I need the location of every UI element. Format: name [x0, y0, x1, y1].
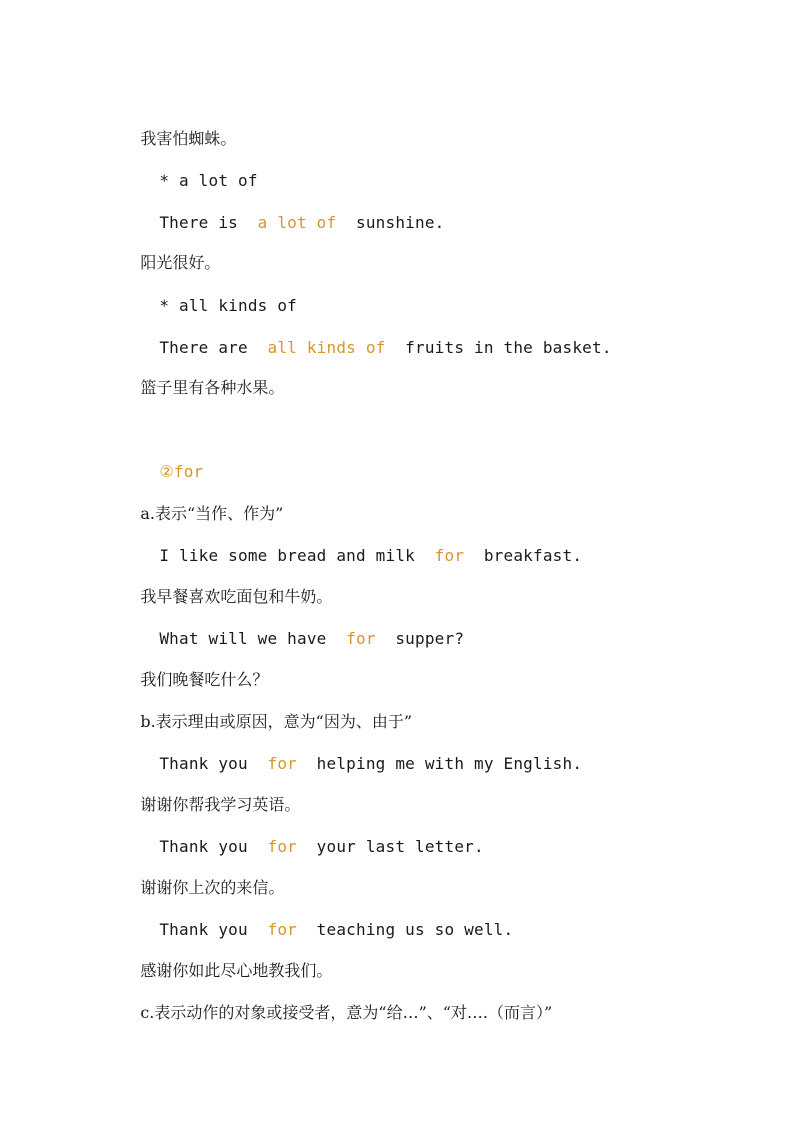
text-segment: 我早餐喜欢吃面包和牛奶。 — [140, 587, 333, 606]
text-segment: 我害怕蜘蛛。 — [140, 129, 237, 148]
highlighted-phrase: for — [267, 920, 298, 939]
text-segment: your last letter. — [297, 837, 484, 856]
text-segment: Thank you — [159, 837, 268, 856]
text-segment: 篮子里有各种水果。 — [140, 378, 285, 397]
text-segment: 谢谢你帮我学习英语。 — [140, 795, 301, 814]
usage-note — [120, 980, 552, 1046]
text-segment: a.表示“当作、作为” — [140, 504, 284, 523]
text-segment: b.表示理由或原因，意为“因为、由于” — [140, 712, 413, 731]
text-segment: There are — [159, 338, 268, 357]
text-segment: * a lot of — [159, 171, 258, 190]
text-segment: There is — [159, 213, 258, 232]
highlighted-phrase: all kinds of — [267, 338, 386, 357]
text-segment: 我们晚餐吃什么？ — [140, 670, 269, 689]
highlighted-phrase: for — [434, 546, 465, 565]
text-segment: 阳光很好。 — [140, 253, 221, 272]
text-segment: What will we have — [159, 629, 347, 648]
text-segment: supper? — [375, 629, 465, 648]
text-segment: helping me with my English. — [297, 754, 583, 773]
text-segment: ②for — [159, 462, 204, 481]
text-segment: sunshine. — [336, 213, 445, 232]
text-segment: I like some bread and milk — [159, 546, 435, 565]
text-segment: c.表示动作的对象或接受者，意为“给…”、“对….（而言）” — [140, 1003, 553, 1022]
highlighted-phrase: a lot of — [257, 213, 337, 232]
highlighted-phrase: for — [346, 629, 376, 648]
text-segment: Thank you — [159, 920, 268, 939]
text-segment: fruits in the basket. — [385, 338, 612, 357]
chinese-translation — [120, 355, 284, 421]
text-segment: 感谢你如此尽心地教我们。 — [140, 961, 333, 980]
highlighted-phrase: for — [267, 754, 298, 773]
text-segment: Thank you — [159, 754, 268, 773]
text-segment: * all kinds of — [159, 296, 298, 315]
text-segment: teaching us so well. — [297, 920, 514, 939]
highlighted-phrase: for — [267, 837, 298, 856]
text-segment: breakfast. — [464, 546, 583, 565]
text-segment: 谢谢你上次的来信。 — [140, 878, 285, 897]
